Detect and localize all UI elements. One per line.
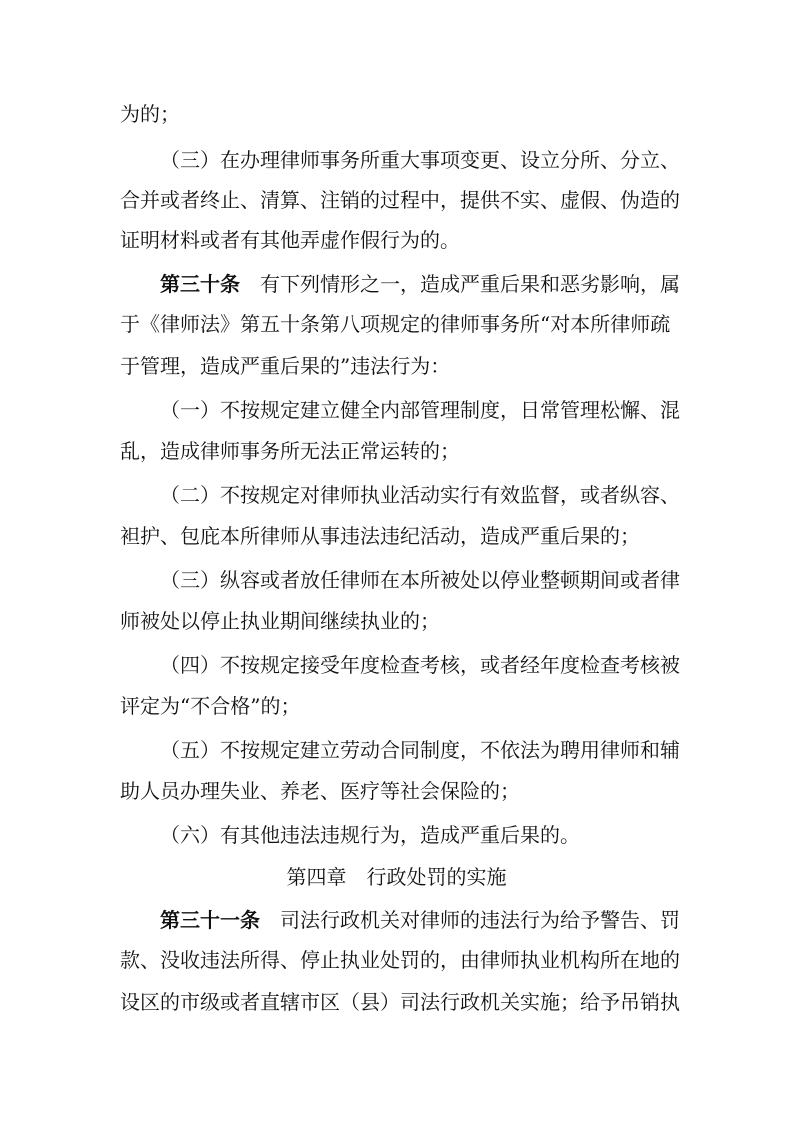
text-line: 乱，造成律师事务所无法正常运转的； [120, 439, 460, 463]
text-line: 师被处以停止执业期间继续执业的； [120, 609, 440, 633]
list-item: （四）不按规定接受年度检查考核，或者经年度检查考核被 [160, 653, 680, 677]
text-line: 评定为“不合格”的； [120, 694, 301, 718]
list-item: （一）不按规定建立健全内部管理制度，日常管理松懈、混 [160, 398, 680, 422]
article-30-title: 第三十条 [160, 272, 240, 296]
article-31-text: 司法行政机关对律师的违法行为给予警告、罚 [280, 908, 680, 932]
text-line: （三）在办理律师事务所重大事项变更、设立分所、分立、 [160, 148, 680, 172]
text-line: 为的； [120, 102, 180, 126]
text-line: 袒护、包庇本所律师从事违法违纪活动，造成严重后果的； [120, 524, 640, 548]
article-31-title: 第三十一条 [160, 908, 260, 932]
text-line: 于管理，造成严重后果的”违法行为： [120, 354, 451, 378]
article-31-heading-line [160, 906, 680, 934]
list-item: （二）不按规定对律师执业活动实行有效监督，或者纵容、 [160, 483, 680, 507]
list-item: （五）不按规定建立劳动合同制度，不依法为聘用律师和辅 [160, 738, 680, 762]
article-30-heading-line [160, 270, 680, 298]
text-line: 合并或者终止、清算、注销的过程中，提供不实、虚假、伪造的 [120, 188, 680, 212]
text-line: 款、没收违法所得、停止执业处罚的，由律师执业机构所在地的 [120, 948, 680, 972]
text-line: 于《律师法》第五十条第八项规定的律师事务所“对本所律师疏 [120, 312, 671, 336]
text-line: 助人员办理失业、养老、医疗等社会保险的； [120, 779, 520, 803]
chapter-heading: 第四章 行政处罚的实施 [286, 865, 507, 889]
list-item: （三）纵容或者放任律师在本所被处以停业整顿期间或者律 [160, 568, 680, 592]
article-30-text: 有下列情形之一，造成严重后果和恶劣影响，属 [260, 272, 680, 296]
text-line: 证明材料或者有其他弄虚作假行为的。 [120, 228, 460, 252]
list-item: （六）有其他违法违规行为，造成严重后果的。 [160, 823, 580, 847]
text-line: 设区的市级或者直辖市区（县）司法行政机关实施；给予吊销执 [120, 990, 680, 1014]
